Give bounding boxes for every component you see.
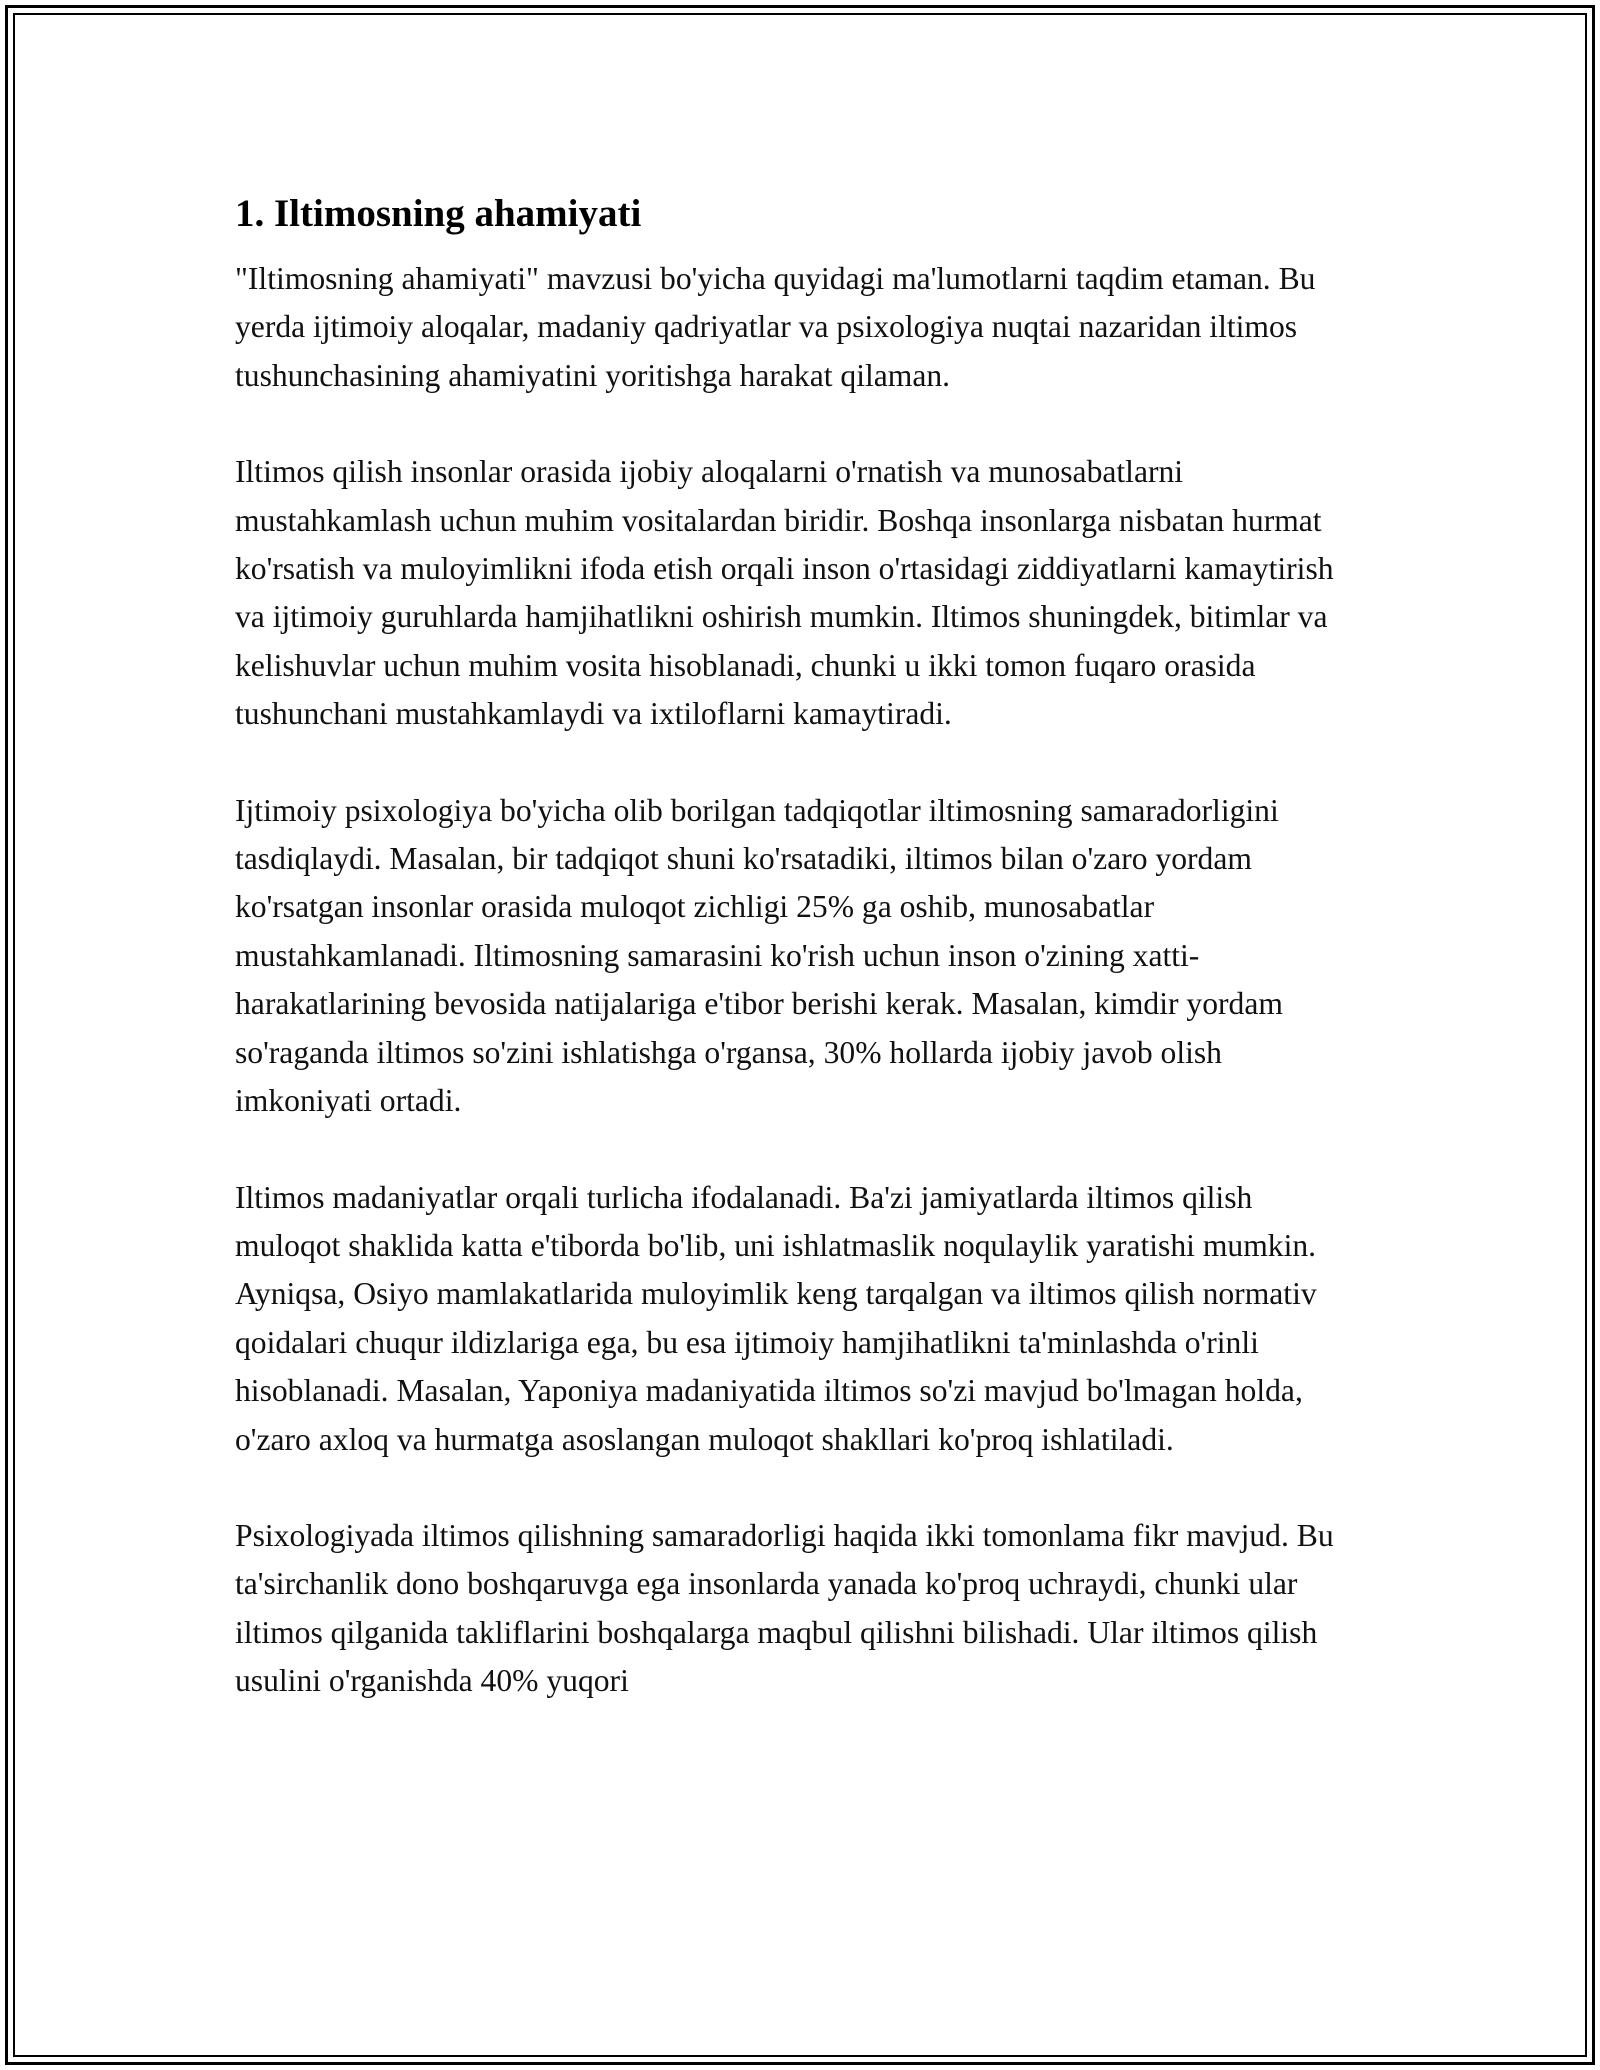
spacer	[235, 243, 1365, 255]
paragraph-psychology: Psixologiyada iltimos qilishning samaradorligi haqida ikki tomonlama fikr mavjud. Bu ta'sirchanlik dono boshqaruvga ega insonlarda yanada ko'proq uchraydi, chunki ular iltimos qilganida takliflarini boshqalarga maqbul qilishni bilishadi. Ular iltimos qilish usulini o'rganishda 40% yuqori	[235, 1517, 1334, 1699]
spacer	[235, 400, 1365, 448]
paragraph-social-relations: Iltimos qilish insonlar orasida ijobiy aloqalarni o'rnatish va munosabatlarni mustahkamlash uchun muhim vositalardan biridir. Boshqa insonlarga nisbatan hurmat ko'rsatish va muloyimlikni ifoda etish orqali inson o'rtasidagi ziddiyatlarni kamaytirish va ijtimoiy guruhlarda hamjihatlikni oshirish mumkin. Iltimos shuningdek, bitimlar va kelishuvlar uchun muhim vosita hisoblanadi, chunki u ikki tomon fuqaro orasida tushunchani mustahkamlaydi va ixtiloflarni kamaytiradi.	[235, 454, 1334, 732]
spacer	[235, 1464, 1365, 1512]
spacer	[235, 739, 1365, 787]
paragraph-cultures: Iltimos madaniyatlar orqali turlicha ifodalanadi. Ba'zi jamiyatlarda iltimos qilish muloqot shaklida katta e'tiborda bo'lib, uni ishlatmaslik noqulaylik yaratishi mumkin. Ayniqsa, Osiyo mamlakatlarida muloyimlik keng tarqalgan va iltimos qilish normativ qoidalari chuqur ildizlariga ega, bu esa ijtimoiy hamjihatlikni ta'minlashda o'rinli hisoblanadi. Masalan, Yaponiya madaniyatida iltimos so'zi mavjud bo'lmagan holda, o'zaro axloq va hurmatga asoslangan muloqot shakllari ko'proq ishlatiladi.	[235, 1179, 1317, 1457]
document-body	[235, 185, 1365, 1706]
spacer	[235, 1126, 1365, 1174]
paragraph-social-psychology: Ijtimoiy psixologiya bo'yicha olib borilgan tadqiqotlar iltimosning samaradorligini tasdiqlaydi. Masalan, bir tadqiqot shuni ko'rsatadiki, iltimos bilan o'zaro yordam ko'rsatgan insonlar orasida muloqot zichligi 25% ga oshib, munosabatlar mustahkamlanadi. Iltimosning samarasini ko'rish uchun inson o'zining xatti-harakatlarining bevosida natijalariga e'tibor berishi kerak. Masalan, kimdir yordam so'raganda iltimos so'zini ishlatishga o'rgansa, 30% hollarda ijobiy javob olish imkoniyati ortadi.	[235, 792, 1283, 1119]
section-heading: 1. Iltimosning ahamiyati	[235, 192, 642, 235]
paragraph-intro: "Iltimosning ahamiyati" mavzusi bo'yicha quyidagi ma'lumotlarni taqdim etaman. Bu yerda ijtimoiy aloqalar, madaniy qadriyatlar va psixologiya nuqtai nazaridan iltimos tushunchasining ahamiyatini yoritishga harakat qilaman.	[235, 261, 1316, 393]
